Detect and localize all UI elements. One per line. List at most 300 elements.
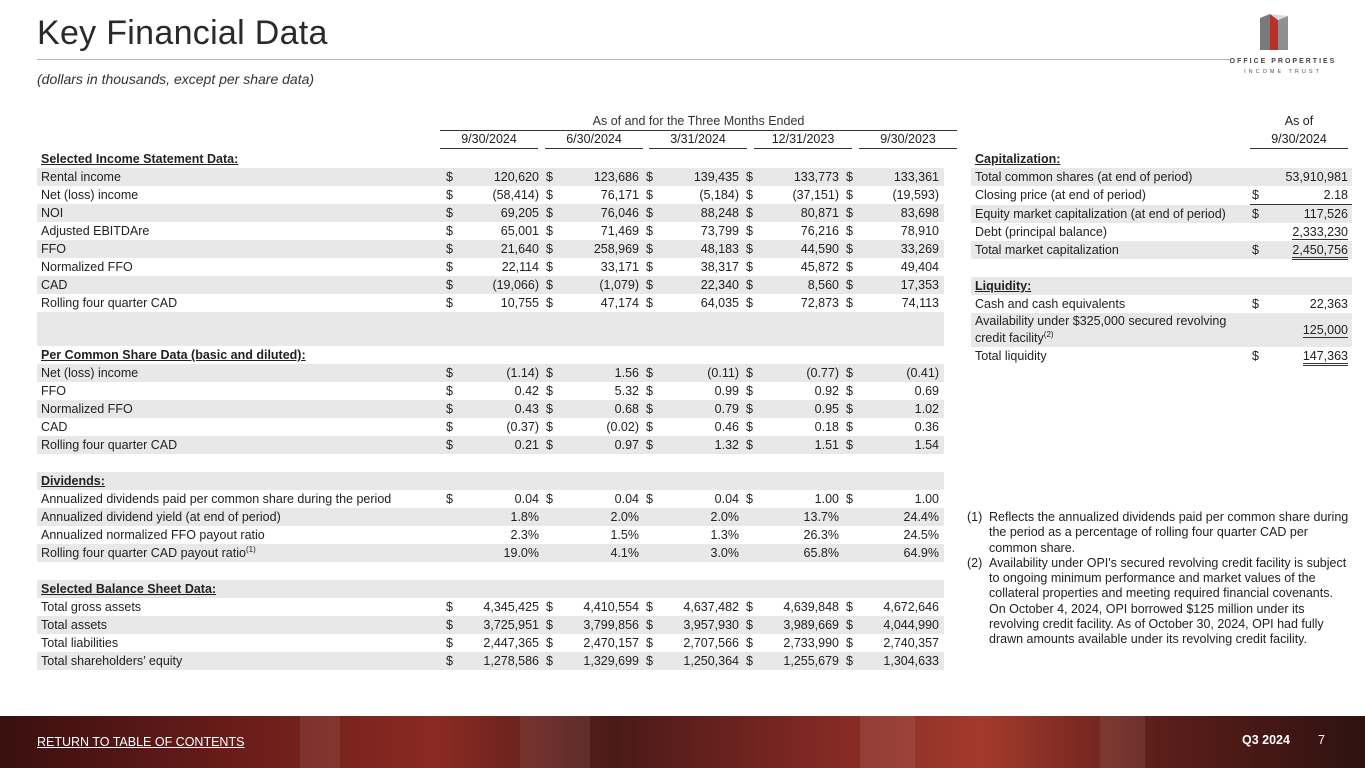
currency-symbol: $ (546, 420, 553, 434)
currency-symbol: $ (846, 224, 853, 238)
value-cell (1266, 205, 1352, 224)
currency-symbol: $ (646, 600, 653, 614)
currency-cell (844, 526, 856, 544)
value-text: 125,000 (1302, 323, 1348, 337)
row-label (37, 616, 444, 634)
currency-cell (644, 544, 656, 562)
value-cell: 33,171 (600, 260, 639, 274)
currency-cell (544, 508, 556, 526)
value-cell: 3.0% (656, 544, 744, 562)
currency-symbol: $ (546, 384, 553, 398)
value-cell: (1,079) (556, 276, 644, 294)
row-label (37, 526, 444, 544)
table-row (37, 294, 944, 312)
footer-photo-detail (860, 716, 915, 768)
value-cell: 1.56 (556, 364, 644, 382)
value-cell (1266, 168, 1352, 186)
table-row (971, 241, 1352, 259)
footer-photo-detail (300, 716, 340, 768)
currency-symbol: $ (844, 364, 856, 382)
currency-symbol: $ (446, 600, 453, 614)
currency-symbol: $ (846, 600, 853, 614)
row-label (37, 400, 444, 418)
currency-symbol: $ (844, 204, 856, 222)
capitalization-table (971, 150, 1352, 365)
row-label-text: Equity market capitalization (at end of period) (975, 206, 1226, 221)
value-cell: 1.00 (814, 492, 839, 506)
row-label (37, 544, 444, 562)
spacer-row (37, 312, 944, 346)
currency-symbol: $ (846, 636, 853, 650)
currency-symbol: $ (446, 492, 453, 506)
currency-symbol: $ (644, 616, 656, 634)
currency-symbol: $ (846, 492, 853, 506)
currency-symbol: $ (746, 260, 753, 274)
footnote-marker: (1) (245, 545, 256, 555)
section-header-row (37, 472, 944, 490)
row-label (37, 186, 444, 204)
table-row (37, 526, 944, 544)
value-cell: 73,799 (700, 224, 739, 238)
currency-symbol: $ (646, 188, 653, 202)
table-row (37, 204, 944, 222)
currency-symbol: $ (446, 384, 453, 398)
value-cell: 69,205 (456, 204, 544, 222)
value-cell: 72,873 (800, 296, 839, 310)
value-cell: 0.04 (714, 492, 739, 506)
column-header: 9/30/2023 (880, 132, 936, 146)
row-label (37, 168, 444, 186)
currency-symbol: $ (546, 492, 553, 506)
currency-symbol: $ (644, 436, 656, 454)
value-cell: 22,114 (501, 260, 539, 274)
value-cell: 1,278,586 (456, 652, 544, 670)
value-cell: 4,672,646 (883, 600, 939, 614)
currency-symbol: $ (444, 204, 456, 222)
row-label (37, 436, 444, 454)
value-cell: 1,250,364 (656, 652, 744, 670)
currency-symbol: $ (746, 296, 753, 310)
company-logo (1208, 12, 1358, 78)
currency-symbol: $ (444, 364, 456, 382)
value-cell: 0.69 (914, 384, 939, 398)
currency-symbol: $ (744, 616, 756, 634)
value-text: 2,333,230 (1292, 225, 1348, 239)
currency-symbol: $ (544, 240, 556, 258)
currency-symbol: $ (844, 276, 856, 294)
currency-symbol: $ (744, 240, 756, 258)
row-label (971, 295, 1250, 313)
currency-symbol: $ (446, 636, 453, 650)
table-row (37, 598, 944, 616)
currency-cell (744, 508, 756, 526)
currency-symbol: $ (644, 652, 656, 670)
table-row (37, 168, 944, 186)
currency-symbol: $ (1250, 205, 1266, 224)
value-cell: 10,755 (500, 296, 539, 310)
value-text: 117,526 (1303, 207, 1348, 221)
row-label-text: Closing price (at end of period) (975, 188, 1146, 203)
row-label (37, 652, 444, 670)
period-span-header: As of and for the Three Months Ended (592, 114, 805, 128)
value-cell: 0.97 (556, 436, 644, 454)
value-cell: 2,470,157 (583, 636, 639, 650)
currency-symbol: $ (446, 188, 453, 202)
currency-symbol: $ (446, 420, 453, 434)
value-cell: 76,171 (600, 188, 639, 202)
footnote (967, 510, 1352, 556)
footer-photo-detail (520, 716, 590, 768)
title-divider (37, 59, 1230, 60)
value-cell: 3,725,951 (456, 616, 544, 634)
row-label (971, 313, 1250, 347)
table-row (37, 364, 944, 382)
value-cell (1266, 313, 1352, 347)
value-cell: 133,361 (856, 168, 944, 186)
row-label (971, 223, 1250, 241)
table-row (971, 223, 1352, 241)
logo-line-2: INCOME TRUST (1244, 69, 1322, 75)
currency-symbol (1250, 223, 1266, 241)
value-cell: 1,304,633 (856, 652, 944, 670)
row-label-text: Rental income (41, 170, 121, 184)
value-cell: 8,560 (756, 276, 844, 294)
currency-symbol: $ (746, 224, 753, 238)
row-label-text: Total market capitalization (975, 243, 1119, 257)
key-financial-table (37, 150, 944, 670)
value-cell: (58,414) (492, 188, 539, 202)
currency-symbol: $ (644, 400, 656, 418)
currency-symbol: $ (544, 400, 556, 418)
value-cell: 2.0% (656, 508, 744, 526)
currency-symbol: $ (744, 276, 756, 294)
currency-symbol: $ (744, 436, 756, 454)
value-cell: 2,447,365 (483, 636, 539, 650)
column-header: 9/30/2024 (461, 132, 517, 146)
section-title: Dividends: (41, 474, 105, 488)
footnote-text: Reflects the annualized dividends paid per common share during the period as a percentage of rolling four quarter CAD per common share. (989, 510, 1349, 555)
value-cell: 0.18 (814, 420, 839, 434)
value-cell: 22,340 (656, 276, 744, 294)
row-label-text: Cash and cash equivalents (975, 297, 1126, 311)
currency-symbol: $ (646, 384, 653, 398)
currency-symbol: $ (1250, 241, 1266, 259)
table-row (37, 652, 944, 670)
currency-symbol: $ (644, 168, 656, 186)
row-label-text: Normalized FFO (41, 402, 133, 416)
row-label-text: CAD (41, 420, 68, 434)
footnote-number: (2) (967, 555, 983, 570)
currency-symbol: $ (644, 276, 656, 294)
currency-symbol: $ (544, 436, 556, 454)
value-cell: (37,151) (792, 188, 839, 202)
currency-cell (444, 526, 456, 544)
currency-symbol: $ (444, 400, 456, 418)
currency-symbol: $ (544, 652, 556, 670)
table-row (971, 313, 1352, 347)
value-cell: 47,174 (600, 296, 639, 310)
section-header-row (971, 150, 1352, 168)
row-label-text: Rolling four quarter CAD payout ratio (41, 546, 246, 561)
table-row (37, 616, 944, 634)
value-cell: 4,639,848 (783, 600, 839, 614)
column-header: 6/30/2024 (566, 132, 622, 146)
currency-symbol: $ (744, 204, 756, 222)
value-cell: 0.46 (714, 420, 739, 434)
currency-symbol: $ (446, 224, 453, 238)
currency-symbol: $ (444, 652, 456, 670)
value-cell: 0.68 (556, 400, 644, 418)
row-label-text: NOI (41, 206, 64, 220)
table-row (37, 508, 944, 526)
value-text: 2.18 (1323, 188, 1348, 202)
section-header-row (37, 150, 944, 168)
currency-symbol: $ (544, 276, 556, 294)
currency-symbol: $ (744, 652, 756, 670)
value-cell: 4,044,990 (856, 616, 944, 634)
span-header-underline (440, 130, 957, 131)
currency-symbol: $ (746, 420, 753, 434)
value-cell: (5,184) (699, 188, 739, 202)
value-cell: 123,686 (556, 168, 644, 186)
value-cell: 0.99 (714, 384, 739, 398)
value-cell: 2.0% (556, 508, 644, 526)
currency-symbol: $ (646, 260, 653, 274)
value-cell: 0.42 (514, 384, 539, 398)
table-row (37, 490, 944, 508)
value-cell: 4,410,554 (583, 600, 639, 614)
return-to-contents-link[interactable]: RETURN TO TABLE OF CONTENTS (37, 735, 245, 749)
row-label (37, 240, 444, 258)
value-cell: 80,871 (756, 204, 844, 222)
value-cell: 0.21 (456, 436, 544, 454)
value-cell: 1.32 (656, 436, 744, 454)
value-cell: 2,733,990 (783, 636, 839, 650)
footnote-number: (1) (967, 510, 983, 524)
value-cell: 258,969 (556, 240, 644, 258)
section-title: Selected Balance Sheet Data: (41, 582, 217, 596)
currency-symbol: $ (844, 652, 856, 670)
value-cell: (19,593) (892, 188, 939, 202)
as-of-underline (1250, 148, 1348, 149)
value-cell: 0.36 (914, 420, 939, 434)
currency-cell (844, 508, 856, 526)
column-underline (754, 148, 852, 149)
value-cell (1266, 186, 1352, 205)
footer-photo-detail (1100, 716, 1145, 768)
row-label-text: Rolling four quarter CAD (41, 438, 178, 452)
value-cell: 1.02 (856, 400, 944, 418)
currency-symbol: $ (644, 204, 656, 222)
currency-symbol (1250, 313, 1266, 347)
currency-symbol: $ (644, 364, 656, 382)
currency-symbol: $ (546, 636, 553, 650)
value-cell: 49,404 (900, 260, 939, 274)
column-header: 3/31/2024 (670, 132, 726, 146)
row-label-text: Total gross assets (41, 600, 142, 614)
value-cell: 1,329,699 (556, 652, 644, 670)
currency-symbol: $ (744, 400, 756, 418)
value-text: 147,363 (1303, 349, 1348, 366)
currency-symbol: $ (746, 188, 753, 202)
row-label (37, 418, 444, 436)
row-label-text: Net (loss) income (41, 366, 139, 380)
currency-symbol: $ (746, 384, 753, 398)
value-cell: 65,001 (500, 224, 539, 238)
table-row (37, 418, 944, 436)
row-label-text: Total liquidity (975, 349, 1047, 363)
value-cell: (0.37) (506, 420, 539, 434)
row-label (37, 258, 444, 276)
currency-cell (844, 544, 856, 562)
column-underline (649, 148, 747, 149)
value-cell: 5.32 (614, 384, 639, 398)
column-underline (440, 148, 538, 149)
spacer-row (37, 454, 944, 472)
value-text: 2,450,756 (1292, 243, 1348, 260)
value-cell: 65.8% (756, 544, 844, 562)
value-cell: 1.51 (756, 436, 844, 454)
value-cell: 83,698 (856, 204, 944, 222)
table-row (37, 258, 944, 276)
currency-symbol: $ (544, 364, 556, 382)
row-label (37, 204, 444, 222)
value-cell: 48,183 (656, 240, 744, 258)
currency-symbol: $ (544, 204, 556, 222)
value-cell: 76,046 (556, 204, 644, 222)
value-cell: 3,989,669 (756, 616, 844, 634)
row-label (37, 634, 444, 652)
currency-symbol: $ (546, 600, 553, 614)
row-label-text: Annualized dividends paid per common share during the period (41, 492, 392, 506)
currency-symbol: $ (446, 260, 453, 274)
value-cell: 21,640 (456, 240, 544, 258)
column-header: 12/31/2023 (771, 132, 835, 146)
value-cell: 78,910 (900, 224, 939, 238)
logo-icon (1256, 14, 1292, 50)
currency-symbol: $ (444, 616, 456, 634)
row-label (37, 364, 444, 382)
value-cell (1266, 295, 1352, 313)
value-cell: 1.00 (914, 492, 939, 506)
row-label (37, 276, 444, 294)
currency-symbol: $ (444, 240, 456, 258)
row-label-text: Debt (principal balance) (975, 225, 1108, 239)
value-cell: 1.54 (856, 436, 944, 454)
value-cell: 0.04 (614, 492, 639, 506)
row-label-text: Total assets (41, 618, 108, 632)
value-cell: 133,773 (756, 168, 844, 186)
page-number: 7 (1318, 733, 1325, 747)
page-subtitle: (dollars in thousands, except per share data) (37, 71, 315, 87)
currency-symbol: $ (746, 636, 753, 650)
currency-cell (444, 544, 456, 562)
row-label-text: Total common shares (at end of period) (975, 170, 1193, 184)
table-row (971, 168, 1352, 186)
row-label (37, 382, 444, 400)
value-cell: 33,269 (856, 240, 944, 258)
currency-symbol (1250, 168, 1266, 186)
currency-symbol: $ (646, 296, 653, 310)
value-cell: (0.02) (606, 420, 639, 434)
value-cell: 64.9% (856, 544, 944, 562)
currency-symbol: $ (1252, 297, 1259, 311)
row-label-text: Annualized normalized FFO payout ratio (41, 528, 265, 542)
row-label-text: Normalized FFO (41, 260, 133, 274)
row-label-text: Availability under $325,000 secured revolving credit facility (975, 314, 1227, 346)
row-label-text: FFO (41, 384, 66, 398)
currency-symbol: $ (1252, 188, 1259, 202)
value-cell: 2.3% (510, 528, 539, 542)
value-cell: 74,113 (901, 296, 939, 310)
section-header-row (971, 277, 1352, 295)
value-cell: (19,066) (456, 276, 544, 294)
currency-cell (744, 544, 756, 562)
section-title: Selected Income Statement Data: (41, 152, 239, 166)
currency-symbol: $ (846, 188, 853, 202)
table-row (971, 186, 1352, 205)
value-cell: 24.5% (903, 528, 939, 542)
column-underline (545, 148, 643, 149)
quarter-label: Q3 2024 (1242, 733, 1290, 747)
currency-symbol: $ (646, 420, 653, 434)
currency-cell (744, 526, 756, 544)
value-cell: 13.7% (756, 508, 844, 526)
row-label-text: FFO (41, 242, 66, 256)
table-row (37, 400, 944, 418)
value-cell: 38,317 (700, 260, 739, 274)
value-cell (1266, 241, 1352, 259)
page-title: Key Financial Data (37, 14, 328, 52)
table-row (37, 634, 944, 652)
currency-symbol: $ (546, 296, 553, 310)
value-cell: (1.14) (456, 364, 544, 382)
row-label (37, 598, 444, 616)
footnote (967, 556, 1352, 648)
value-cell: 24.4% (856, 508, 944, 526)
currency-symbol: $ (746, 492, 753, 506)
footnote-text: Availability under OPI's secured revolving credit facility is subject to ongoing minimum performance and market values of the collateral properties and meeting required financial covenants. On October 4, 2024, OPI borrowed $125 million under its revolving credit facility. As of October 30, 2024, OPI had fully drawn amounts available under its revolving credit facility. (989, 555, 1347, 647)
table-row (971, 205, 1352, 224)
table-row (971, 295, 1352, 313)
value-cell: (0.77) (756, 364, 844, 382)
value-cell: 71,469 (600, 224, 639, 238)
value-cell (1266, 347, 1352, 365)
row-label (971, 241, 1250, 259)
row-label (37, 222, 444, 240)
as-of-header: As of (1284, 114, 1314, 128)
currency-symbol: $ (646, 636, 653, 650)
section-title: Capitalization: (975, 152, 1061, 166)
currency-symbol: $ (844, 400, 856, 418)
row-label-text: Adjusted EBITDAre (41, 224, 150, 238)
currency-symbol: $ (644, 240, 656, 258)
footnotes (967, 510, 1352, 648)
value-cell (1266, 223, 1352, 241)
value-cell: 0.04 (514, 492, 539, 506)
value-cell: 1.8% (456, 508, 544, 526)
value-cell: 64,035 (700, 296, 739, 310)
value-text: 22,363 (1309, 297, 1348, 311)
value-cell: 1.3% (710, 528, 739, 542)
section-title: Liquidity: (975, 279, 1032, 293)
value-cell: 0.79 (656, 400, 744, 418)
currency-symbol: $ (846, 296, 853, 310)
value-cell: 120,620 (456, 168, 544, 186)
table-row (37, 222, 944, 240)
value-cell: 4,345,425 (483, 600, 539, 614)
value-cell: 1,255,679 (756, 652, 844, 670)
